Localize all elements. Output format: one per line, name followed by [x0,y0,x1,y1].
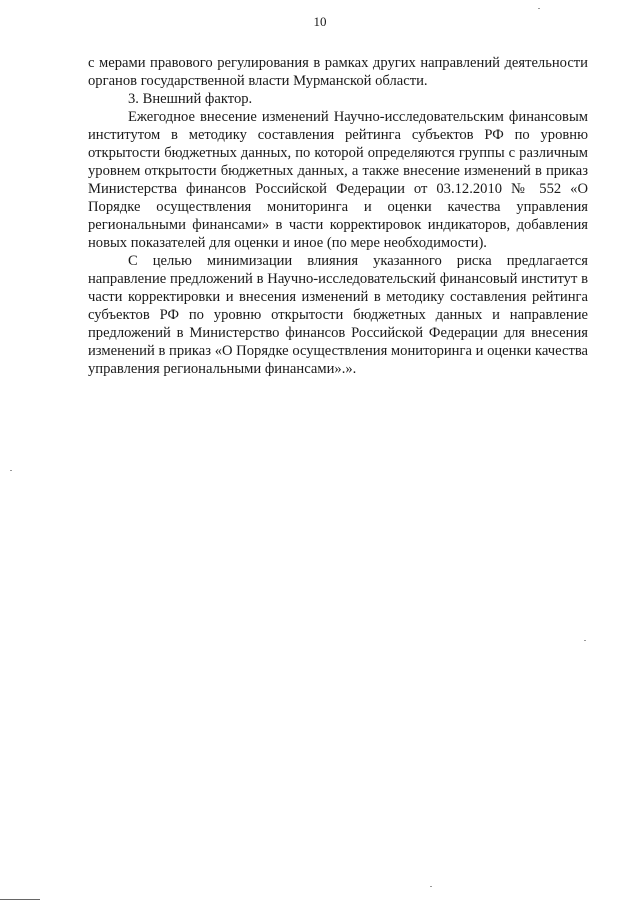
scan-speck [430,886,432,887]
document-body [88,54,588,378]
scan-edge-mark [0,899,40,900]
paragraph-risk-mitigation: С целью минимизации влияния указанного риска предлагается направление предложений в Научно-исследовательский финансовый институт в части корректировки и внесения изменений в методику составления рейтинга субъектов РФ по уровню открытости бюджетных данных и направление предложений в Министерство финансов Российской Федерации для внесения изменений в приказ «О Порядке осуществления мониторинга и оценки качества управления региональными финансами».». [88,253,588,377]
paragraph-annual-changes: Ежегодное внесение изменений Научно-исследовательским финансовым институтом в методику составления рейтинга субъектов РФ по уровню открытости бюджетных данных, по которой определяются группы с различным уровнем открытости бюджетных данных, а также внесение изменений в приказ Министерства финансов Российской Федерации от 03.12.2010 № 552 «О Порядке осуществления мониторинга и оценки качества управления региональными финансами» в части корректировок индикаторов, добавления новых показателей для оценки и иное (по мере необходимости). [88,109,588,251]
scan-speck [584,640,586,641]
page-number: 10 [313,14,327,29]
scan-speck [10,470,12,471]
scan-speck [538,8,540,9]
list-item-external-factor: 3. Внешний фактор. [128,91,253,107]
paragraph-continuation: с мерами правового регулирования в рамках других направлений деятельности органов государственной власти Мурманской области. [88,55,588,89]
